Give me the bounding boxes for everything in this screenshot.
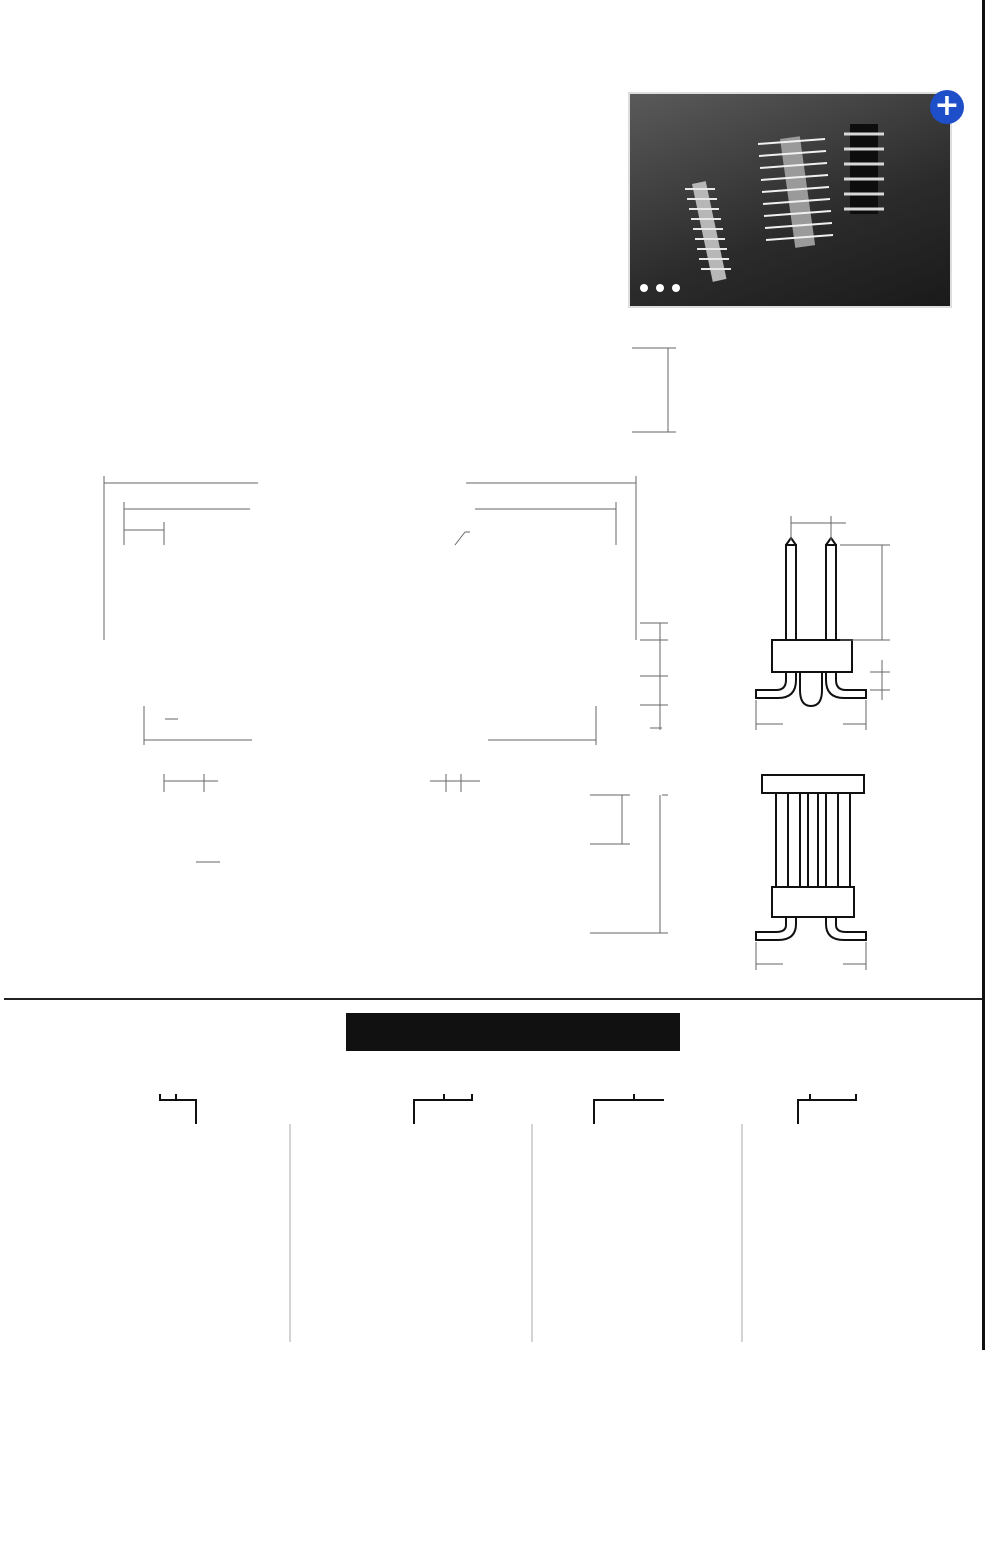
ordering-connectors <box>0 1090 982 1350</box>
dim-label-bg <box>252 733 488 747</box>
connector-plating <box>594 1094 634 1124</box>
section-divider <box>4 998 982 1000</box>
brand-logo-plus-icon: + <box>930 90 964 124</box>
contact-plating-options <box>556 1162 574 1549</box>
dim-label-bg <box>783 957 843 971</box>
dim-label-bg <box>250 502 475 516</box>
plastics-height-options <box>128 1170 145 1300</box>
front-dimension-lines <box>104 476 668 745</box>
dim-label-bg <box>258 476 466 490</box>
dim-top-height <box>632 348 676 432</box>
connector-plastics <box>160 1094 196 1124</box>
connector-length <box>798 1094 856 1124</box>
end-view <box>756 775 866 940</box>
pcb-dimension-lines <box>164 774 668 933</box>
ordering-heading <box>346 1013 680 1051</box>
page-border-line <box>982 0 985 1350</box>
dim-label-bg <box>783 717 843 731</box>
side-view <box>756 538 866 706</box>
